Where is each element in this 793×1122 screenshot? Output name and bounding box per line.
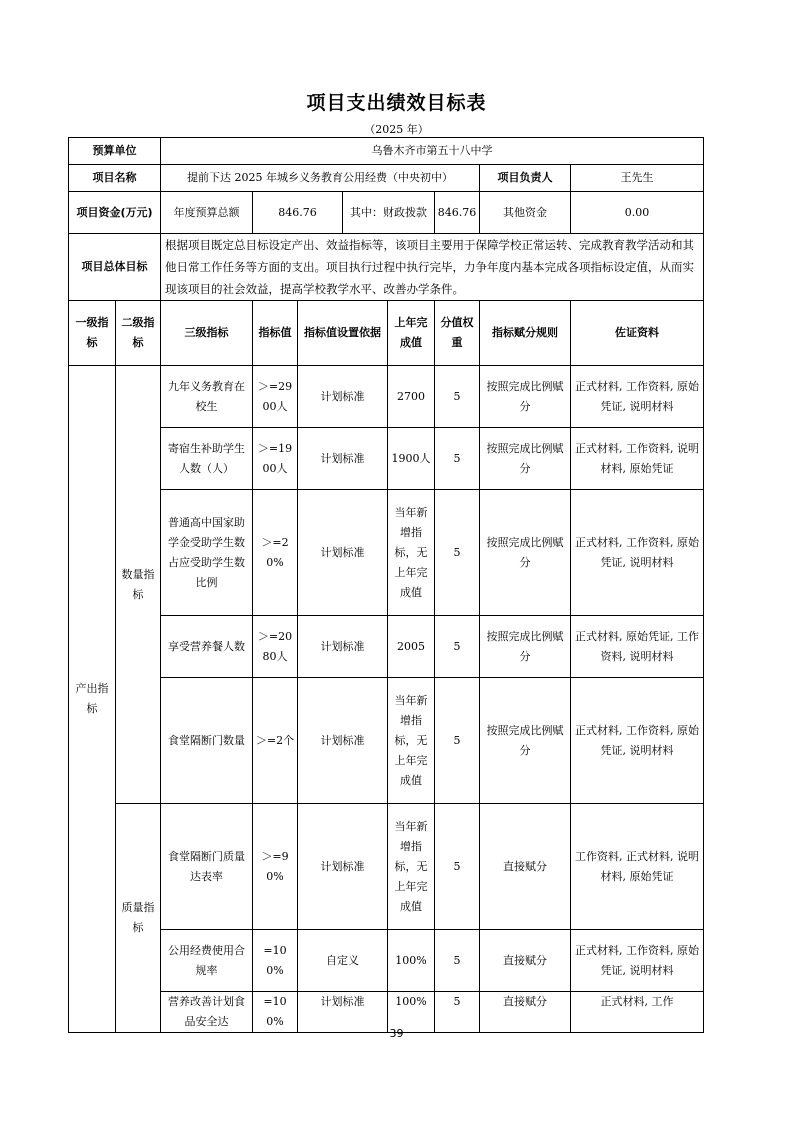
indicator-weight: 5 <box>435 992 480 1033</box>
indicator-last-year: 100% <box>388 930 435 992</box>
indicator-name: 食堂隔断门质量达表率 <box>161 804 253 930</box>
indicator-basis: 计划标准 <box>298 616 388 678</box>
indicator-weight: 5 <box>435 930 480 992</box>
header-weight: 分值权重 <box>435 301 480 366</box>
header-value: 指标值 <box>253 301 298 366</box>
indicator-weight: 5 <box>435 428 480 490</box>
performance-table <box>68 137 704 1033</box>
indicator-value: =100% <box>253 930 298 992</box>
level2-quality: 质量指标 <box>116 804 161 1033</box>
indicator-value: =100% <box>253 992 298 1033</box>
indicator-value: ＞=2个 <box>253 678 298 804</box>
indicator-name: 九年义务教育在校生 <box>161 366 253 428</box>
level2-quantity: 数量指标 <box>116 366 161 804</box>
indicator-basis: 计划标准 <box>298 678 388 804</box>
indicator-rule: 按照完成比例赋分 <box>480 678 571 804</box>
indicator-rule: 直接赋分 <box>480 804 571 930</box>
indicator-name: 普通高中国家助学金受助学生数占应受助学生数比例 <box>161 490 253 616</box>
indicator-basis: 计划标准 <box>298 992 388 1033</box>
page-title: 项目支出绩效目标表 <box>306 92 487 114</box>
indicator-evidence: 正式材料, 工作资料, 说明材料, 原始凭证 <box>571 428 704 490</box>
indicator-evidence: 正式材料, 工作资料, 原始凭证, 说明材料 <box>571 490 704 616</box>
funds-total-label: 年度预算总额 <box>161 192 253 234</box>
goal-text: 根据项目既定总目标设定产出、效益指标等，该项目主要用于保障学校正常运转、完成教育教学活动和其他日常工作任务等方面的支出。项目执行过程中执行完毕，力争年度内基本完成各项指标设定值，从而实现该项目的社会效益，提高学校教学水平、改善办学条件。 <box>161 234 704 301</box>
unit-row <box>69 138 704 165</box>
funds-other-label: 其他资金 <box>480 192 571 234</box>
header-basis: 指标值设置依据 <box>298 301 388 366</box>
indicator-value: ＞=1900人 <box>253 428 298 490</box>
indicator-evidence: 正式材料, 工作 <box>571 992 704 1033</box>
indicator-basis: 计划标准 <box>298 428 388 490</box>
indicator-rule: 按照完成比例赋分 <box>480 366 571 428</box>
funds-other: 0.00 <box>571 192 704 234</box>
header-row <box>69 301 704 366</box>
indicator-name: 食堂隔断门数量 <box>161 678 253 804</box>
indicator-last-year: 2005 <box>388 616 435 678</box>
header-evidence: 佐证资料 <box>571 301 704 366</box>
table-row <box>69 678 704 804</box>
indicator-value: ＞=90% <box>253 804 298 930</box>
indicator-basis: 计划标准 <box>298 366 388 428</box>
indicator-evidence: 正式材料, 工作资料, 原始凭证, 说明材料 <box>571 678 704 804</box>
indicator-rule: 按照完成比例赋分 <box>480 428 571 490</box>
indicator-weight: 5 <box>435 804 480 930</box>
year-label: （2025 年） <box>364 123 429 136</box>
table-row <box>69 428 704 490</box>
indicator-weight: 5 <box>435 678 480 804</box>
indicator-weight: 5 <box>435 490 480 616</box>
project-label: 项目名称 <box>69 165 161 192</box>
indicator-value: ＞=2080人 <box>253 616 298 678</box>
page-number: 39 <box>389 1027 404 1040</box>
indicator-value: ＞=2900人 <box>253 366 298 428</box>
indicator-last-year: 1900人 <box>388 428 435 490</box>
project-value: 提前下达 2025 年城乡义务教育公用经费（中央初中） <box>161 165 480 192</box>
project-row <box>69 165 704 192</box>
header-last-year: 上年完成值 <box>388 301 435 366</box>
goal-label: 项目总体目标 <box>69 234 161 301</box>
table-row <box>69 804 704 930</box>
indicator-last-year: 当年新增指标，无上年完成值 <box>388 804 435 930</box>
indicator-name: 营养改善计划食品安全达 <box>161 992 253 1033</box>
indicator-basis: 自定义 <box>298 930 388 992</box>
funds-fiscal: 846.76 <box>435 192 480 234</box>
table-row <box>69 930 704 992</box>
level1-output: 产出指标 <box>69 366 116 1033</box>
indicator-evidence: 正式材料, 原始凭证, 工作资料, 说明材料 <box>571 616 704 678</box>
unit-label: 预算单位 <box>69 138 161 165</box>
indicator-last-year: 100% <box>388 992 435 1033</box>
indicator-basis: 计划标准 <box>298 804 388 930</box>
indicator-weight: 5 <box>435 366 480 428</box>
funds-row <box>69 192 704 234</box>
header-level3: 三级指标 <box>161 301 253 366</box>
indicator-name: 公用经费使用合规率 <box>161 930 253 992</box>
indicator-rule: 按照完成比例赋分 <box>480 490 571 616</box>
indicator-basis: 计划标准 <box>298 490 388 616</box>
indicator-name: 享受营养餐人数 <box>161 616 253 678</box>
indicator-last-year: 当年新增指标，无上年完成值 <box>388 678 435 804</box>
indicator-last-year: 当年新增指标，无上年完成值 <box>388 490 435 616</box>
indicator-name: 寄宿生补助学生人数（人） <box>161 428 253 490</box>
indicator-rule: 按照完成比例赋分 <box>480 616 571 678</box>
funds-label: 项目资金(万元) <box>69 192 161 234</box>
indicator-rule: 直接赋分 <box>480 930 571 992</box>
header-level1: 一级指标 <box>69 301 116 366</box>
unit-value: 乌鲁木齐市第五十八中学 <box>161 138 704 165</box>
indicator-evidence: 正式材料, 工作资料, 原始凭证, 说明材料 <box>571 366 704 428</box>
indicator-rule: 直接赋分 <box>480 992 571 1033</box>
funds-fiscal-label: 其中：财政拨款 <box>343 192 435 234</box>
table-row <box>69 366 704 428</box>
indicator-evidence: 正式材料, 工作资料, 原始凭证, 说明材料 <box>571 930 704 992</box>
table-row <box>69 616 704 678</box>
indicator-value: ＞=20% <box>253 490 298 616</box>
goal-row <box>69 234 704 301</box>
owner-label: 项目负责人 <box>480 165 571 192</box>
table-row <box>69 490 704 616</box>
header-level2: 二级指标 <box>116 301 161 366</box>
indicator-weight: 5 <box>435 616 480 678</box>
indicator-last-year: 2700 <box>388 366 435 428</box>
owner-value: 王先生 <box>571 165 704 192</box>
indicator-evidence: 工作资料, 正式材料, 说明材料, 原始凭证 <box>571 804 704 930</box>
header-rule: 指标赋分规则 <box>480 301 571 366</box>
funds-total: 846.76 <box>253 192 343 234</box>
